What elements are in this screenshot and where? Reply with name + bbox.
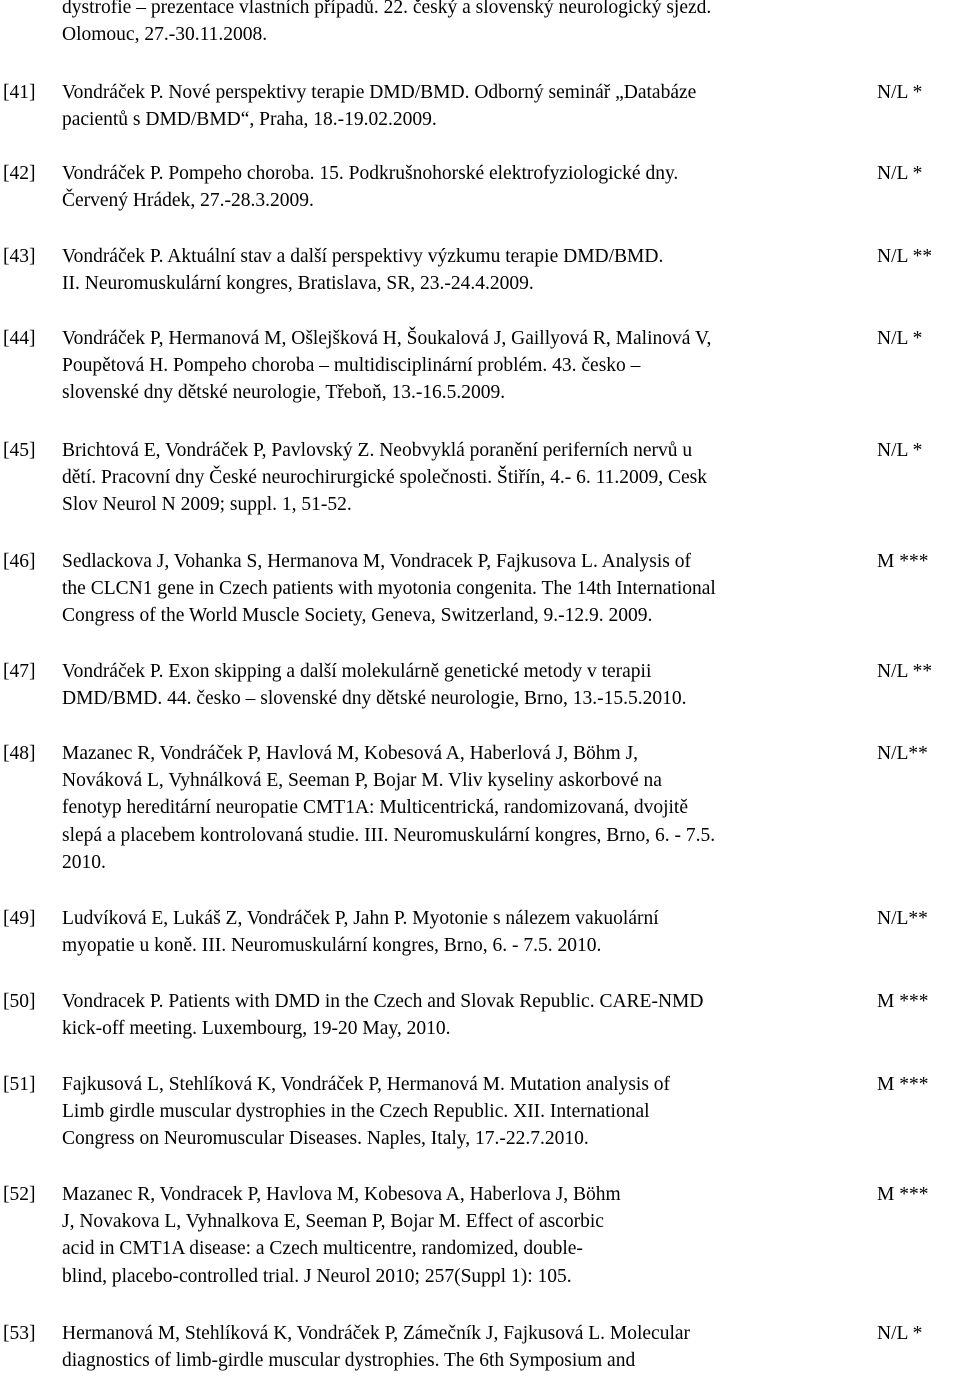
reference-line: diagnostics of limb-girdle muscular dystrophies. The 6th Symposium and xyxy=(62,1350,636,1372)
reference-rating: N/L ** xyxy=(877,246,933,267)
reference-rating: N/L * xyxy=(877,328,923,349)
reference-line: Limb girdle muscular dystrophies in the Czech Republic. XII. International xyxy=(62,1101,650,1123)
reference-line: Mazanec R, Vondracek P, Havlova M, Kobesova A, Haberlova J, Böhm xyxy=(62,1184,621,1205)
reference-rating: N/L * xyxy=(877,440,923,461)
reference-line: dětí. Pracovní dny České neurochirurgické společnosti. Štiřín, 4.- 6. 11.2009, Cesk xyxy=(62,467,708,489)
reference-line: Slov Neurol N 2009; suppl. 1, 51-52. xyxy=(62,494,352,516)
reference-line: J, Novakova L, Vyhnalkova E, Seeman P, Bojar M. Effect of ascorbic xyxy=(62,1211,604,1233)
reference-number: [43] xyxy=(3,246,36,267)
reference-text xyxy=(62,0,870,48)
reference-rating: N/L * xyxy=(877,82,923,103)
reference-number: [44] xyxy=(3,328,36,349)
reference-line: slovenské dny dětské neurologie, Třeboň, 13.-16.5.2009. xyxy=(62,382,506,404)
reference-number: [50] xyxy=(3,991,36,1012)
reference-line: Vondracek P. Patients with DMD in the Czech and Slovak Republic. CARE-NMD xyxy=(62,991,704,1012)
reference-line: the CLCN1 gene in Czech patients with myotonia congenita. The 14th International xyxy=(62,578,716,600)
reference-line: Nováková L, Vyhnálková E, Seeman P, Bojar M. Vliv kyseliny askorbové na xyxy=(62,770,662,792)
reference-line: Fajkusová L, Stehlíková K, Vondráček P, Hermanová M. Mutation analysis of xyxy=(62,1074,671,1095)
reference-text xyxy=(62,1320,870,1374)
reference-number: [48] xyxy=(3,743,36,764)
reference-line: acid in CMT1A disease: a Czech multicentre, randomized, double- xyxy=(62,1238,583,1260)
reference-line: Olomouc, 27.-30.11.2008. xyxy=(62,24,268,46)
reference-text xyxy=(62,79,870,133)
reference-line: slepá a placebem kontrolovaná studie. III. Neuromuskulární kongres, Brno, 6. - 7.5. xyxy=(62,824,716,846)
reference-number: [51] xyxy=(3,1074,36,1095)
reference-line: II. Neuromuskulární kongres, Bratislava, SR, 23.-24.4.2009. xyxy=(62,273,534,295)
reference-number: [42] xyxy=(3,163,36,184)
reference-text xyxy=(62,548,870,630)
reference-line: fenotyp hereditární neuropatie CMT1A: Multicentrická, randomizovaná, dvojitě xyxy=(62,797,688,819)
reference-line: Congress on Neuromuscular Diseases. Naples, Italy, 17.-22.7.2010. xyxy=(62,1128,589,1150)
reference-line: Poupětová H. Pompeho choroba – multidisciplinární problém. 43. česko – xyxy=(62,355,641,377)
reference-rating: N/L ** xyxy=(877,661,933,682)
reference-line: Congress of the World Muscle Society, Geneva, Switzerland, 9.-12.9. 2009. xyxy=(62,605,653,627)
reference-rating: M *** xyxy=(877,991,929,1012)
reference-line: kick-off meeting. Luxembourg, 19-20 May, 2010. xyxy=(62,1018,451,1040)
reference-rating: N/L * xyxy=(877,163,923,184)
reference-text xyxy=(62,905,870,959)
reference-number: [41] xyxy=(3,82,36,103)
reference-line: Vondráček P, Hermanová M, Ošlejšková H, Šoukalová J, Gaillyová R, Malinová V, xyxy=(62,328,712,349)
reference-rating: N/L** xyxy=(877,908,928,929)
reference-number: [47] xyxy=(3,661,36,682)
reference-number: [53] xyxy=(3,1323,36,1344)
reference-number: [52] xyxy=(3,1184,36,1205)
reference-text xyxy=(62,160,870,214)
reference-line: blind, placebo-controlled trial. J Neurol 2010; 257(Suppl 1): 105. xyxy=(62,1265,572,1287)
reference-line: 2010. xyxy=(62,851,106,873)
reference-text xyxy=(62,325,870,407)
reference-rating: N/L * xyxy=(877,1323,923,1344)
reference-number: [46] xyxy=(3,551,36,572)
reference-line: dystrofie – prezentace vlastních případů. 22. český a slovenský neurologický sjezd. xyxy=(62,0,712,18)
reference-text xyxy=(62,243,870,297)
reference-line: Ludvíková E, Lukáš Z, Vondráček P, Jahn P. Myotonie s nálezem vakuolární xyxy=(62,908,659,929)
reference-text xyxy=(62,658,870,712)
reference-text xyxy=(62,1181,870,1290)
reference-line: Sedlackova J, Vohanka S, Hermanova M, Vondracek P, Fajkusova L. Analysis of xyxy=(62,551,691,572)
reference-number: [45] xyxy=(3,440,36,461)
reference-line: DMD/BMD. 44. česko – slovenské dny dětské neurologie, Brno, 13.-15.5.2010. xyxy=(62,688,687,710)
reference-rating: M *** xyxy=(877,551,929,572)
reference-line: Vondráček P. Nové perspektivy terapie DMD/BMD. Odborný seminář „Databáze xyxy=(62,82,697,103)
reference-number: [49] xyxy=(3,908,36,929)
reference-line: Hermanová M, Stehlíková K, Vondráček P, Zámečník J, Fajkusová L. Molecular xyxy=(62,1323,691,1344)
reference-line: pacientů s DMD/BMD“, Praha, 18.-19.02.2009. xyxy=(62,109,437,131)
reference-line: Brichtová E, Vondráček P, Pavlovský Z. Neobvyklá poranění periferních nervů u xyxy=(62,440,693,461)
reference-text xyxy=(62,437,870,519)
reference-text xyxy=(62,1071,870,1153)
reference-text xyxy=(62,740,870,876)
reference-rating: M *** xyxy=(877,1074,929,1095)
reference-line: Mazanec R, Vondráček P, Havlová M, Kobesová A, Haberlová J, Böhm J, xyxy=(62,743,639,764)
reference-rating: N/L** xyxy=(877,743,928,764)
reference-line: Vondráček P. Exon skipping a další molekulárně genetické metody v terapii xyxy=(62,661,652,682)
reference-text xyxy=(62,988,870,1042)
reference-line: Vondráček P. Aktuální stav a další perspektivy výzkumu terapie DMD/BMD. xyxy=(62,246,664,267)
reference-line: Červený Hrádek, 27.-28.3.2009. xyxy=(62,190,314,212)
reference-rating: M *** xyxy=(877,1184,929,1205)
reference-line: Vondráček P. Pompeho choroba. 15. Podkrušnohorské elektrofyziologické dny. xyxy=(62,163,679,184)
reference-line: myopatie u koně. III. Neuromuskulární kongres, Brno, 6. - 7.5. 2010. xyxy=(62,935,602,957)
